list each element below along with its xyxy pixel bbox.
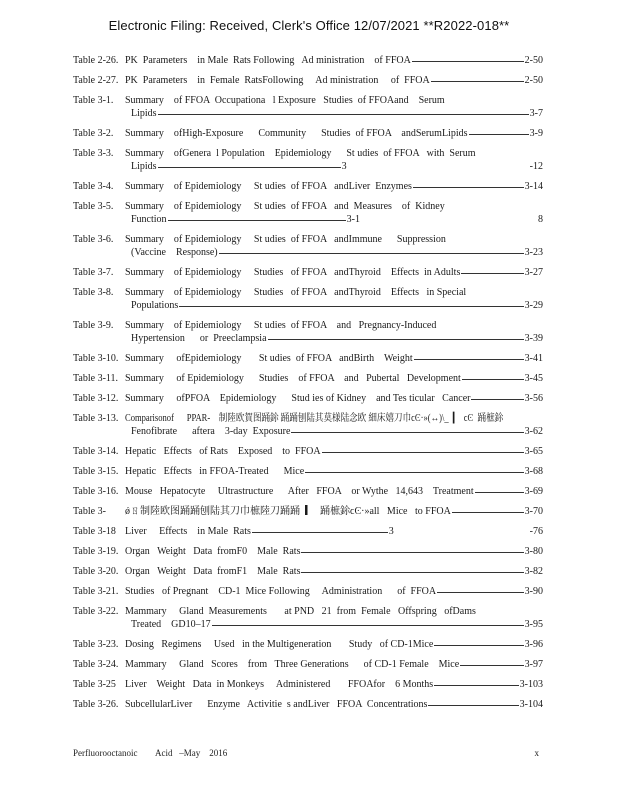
toc-entry-line [73,180,543,193]
toc-entry-line [73,246,543,259]
toc-page-number: 3-62 [524,426,543,437]
dot-leader [301,572,523,573]
toc-page-number: 3-45 [524,373,543,384]
toc-page-number: 3-14 [524,181,543,192]
toc-entry[interactable] [73,638,543,651]
toc-page-number: 3-80 [524,546,543,557]
toc-entry-title: Summary of Epidemiology St udies of FFOA and Measures of Kidney [125,201,445,212]
toc-entry-label: Table 3-6. [73,234,114,245]
toc-entry-title: Summary of Epidemiology Studies of FFOA and Pubertal Development [125,373,461,384]
toc-entry-label: Table 3-3. [73,148,114,159]
table-of-contents [73,54,543,718]
toc-entry[interactable] [73,678,543,691]
dot-leader [475,492,524,493]
toc-entry-line [73,618,543,631]
dot-leader [462,379,524,380]
toc-entry-line [73,352,543,365]
dot-leader [268,339,524,340]
toc-page-number: 3-96 [524,639,543,650]
toc-entry-title: Summary ofGenera l Population Epidemiology St udies of FFOA with Serum [125,148,476,159]
dot-leader [252,532,388,533]
toc-entry-title: Summary of Epidemiology Studies of FFOA andThyroid Effects in Special [125,287,467,298]
toc-entry-line [73,147,543,160]
toc-page-number: 3-103 [519,679,543,690]
toc-entry-title: Liver Weight Data in Monkeys Administered FFOAfor 6 Months [125,679,434,690]
toc-page-number-tail: -76 [529,526,543,537]
toc-entry-line [73,545,543,558]
toc-page-number: 3-56 [524,393,543,404]
dot-leader [305,472,524,473]
toc-entry[interactable] [73,565,543,578]
toc-entry-label: Table 3-11. [73,373,119,384]
toc-entry-title: Mammary Gland Scores from Three Generations of CD-1 Female Mice [125,659,460,670]
toc-entry-label: Table 3-16. [73,486,119,497]
toc-entry[interactable] [73,200,543,226]
toc-entry-title: (Vaccine Response) [131,247,218,258]
toc-entry-line [73,505,543,518]
toc-entry[interactable] [73,412,543,438]
toc-entry-title: Hepatic Effects in FFOA-Treated Mice [125,466,305,477]
toc-entry[interactable] [73,372,543,385]
toc-entry-title: Summary of Epidemiology St udies of FFOA andImmune Suppression [125,234,446,245]
dot-leader [219,253,524,254]
dot-leader [471,399,523,400]
toc-entry[interactable] [73,233,543,259]
dot-leader [291,432,523,433]
toc-entry-label: Table 3-21. [73,586,119,597]
toc-entry-label: Table 2-27. [73,75,119,86]
toc-entry-label: Table 3-1. [73,95,114,106]
toc-entry-line [73,319,543,332]
toc-entry-line [73,160,543,173]
toc-page-number: 3-104 [519,699,543,710]
toc-entry-label: Table 3-12. [73,393,119,404]
toc-entry-line [73,485,543,498]
toc-entry-label: Table 3-5. [73,201,114,212]
toc-entry-label: Table 3-2. [73,128,114,139]
toc-page-number: 2-50 [524,75,543,86]
toc-entry-title: Summary of Epidemiology St udies of FFOA and Pregnancy-Induced [125,320,437,331]
toc-entry-line [73,233,543,246]
dot-leader [412,61,524,62]
toc-page-number: 3-41 [524,353,543,364]
toc-page-number: 3-27 [524,267,543,278]
toc-entry-line [73,213,543,226]
toc-entry-label: Table 3-8. [73,287,114,298]
toc-entry-label: Table 3-19. [73,546,119,557]
toc-entry[interactable] [73,525,543,538]
toc-entry[interactable] [73,658,543,671]
toc-entry-line [73,698,543,711]
toc-entry-title: Function [131,214,167,225]
toc-page-number: 3-97 [524,659,543,670]
toc-page-number: 3-69 [524,486,543,497]
toc-entry-label: Table 3-10. [73,353,119,364]
toc-entry-label: Table 3-9. [73,320,114,331]
toc-page-number: 3-23 [524,247,543,258]
toc-entry-line [73,425,543,438]
toc-page-number: 3-7 [529,108,543,119]
toc-entry-line [73,286,543,299]
toc-entry-label: Table 2-26. [73,55,119,66]
toc-entry-title: PK Parameters in Female RatsFollowing Ad ministration of FFOA [125,75,430,86]
toc-entry[interactable] [73,505,543,518]
toc-entry-title: Hepatic Effects of Rats Exposed to FFOA [125,446,321,457]
toc-entry-label: Table 3- [73,506,106,517]
toc-entry[interactable] [73,319,543,345]
dot-leader [158,167,341,168]
toc-entry-label: Table 3-7. [73,267,114,278]
toc-entry-label: Table 3-15. [73,466,119,477]
dot-leader [413,187,524,188]
dot-leader [168,220,346,221]
toc-entry-line [73,74,543,87]
toc-entry[interactable] [73,392,543,405]
toc-page-number: 3 [388,526,394,537]
toc-entry-title: Summary ofEpidemiology St udies of FFOA andBirth Weight [125,353,413,364]
toc-entry-line [73,465,543,478]
toc-entry[interactable] [73,127,543,140]
dot-leader [212,625,524,626]
toc-entry-title: Organ Weight Data fromF1 Male Rats [125,566,301,577]
toc-entry[interactable] [73,698,543,711]
toc-entry[interactable] [73,266,543,279]
toc-entry[interactable] [73,605,543,631]
toc-entry-title: Summary of FFOA Occupationa l Exposure Studies of FFOAand Serum [125,95,445,106]
toc-entry-label: Table 3-20. [73,566,119,577]
toc-entry-label: Table 3-18 [73,526,116,537]
toc-entry-title: Studies of Pregnant CD-1 Mice Following Administration of FFOA [125,586,437,597]
toc-entry[interactable] [73,180,543,193]
dot-leader [434,645,523,646]
toc-entry-label: Table 3-14. [73,446,119,457]
toc-entry-title: Dosing Regimens Used in the Multigeneration Study of CD-1Mice [125,639,434,650]
dot-leader [301,552,523,553]
toc-entry-title: Hypertension or Preeclampsia [131,333,267,344]
toc-page-number-tail: -12 [529,161,543,172]
dot-leader [431,81,524,82]
dot-leader [322,452,524,453]
toc-entry[interactable] [73,286,543,312]
toc-entry-line [73,585,543,598]
dot-leader [460,665,523,666]
toc-entry-line [73,605,543,618]
toc-entry-line [73,94,543,107]
toc-page-number: 3-1 [346,214,360,225]
toc-entry[interactable] [73,74,543,87]
toc-entry-line [73,332,543,345]
dot-leader [179,306,523,307]
toc-entry-line [73,658,543,671]
toc-entry-line [73,200,543,213]
toc-entry-title: Lipids [131,108,157,119]
toc-entry-line [73,299,543,312]
toc-page-number: 3-29 [524,300,543,311]
toc-entry[interactable] [73,485,543,498]
toc-entry[interactable] [73,445,543,458]
toc-page-number: 3-68 [524,466,543,477]
toc-entry-title: PK Parameters in Male Rats Following Ad ministration of FFOA [125,55,411,66]
toc-page-number: 3-90 [524,586,543,597]
toc-entry-title: Liver Effects in Male Rats [125,526,251,537]
toc-entry[interactable] [73,352,543,365]
dot-leader [461,273,523,274]
toc-entry[interactable] [73,54,543,67]
toc-page-number: 3-95 [524,619,543,630]
toc-entry-line [73,678,543,691]
dot-leader [434,685,519,686]
toc-entry-line [73,525,543,538]
toc-entry-label: Table 3-13. [73,413,119,424]
dot-leader [452,512,524,513]
toc-entry-label: Table 3-24. [73,659,119,670]
toc-entry-title: ǿㄖ制陸欧图踊踊刨陆其刀巾樜陸刀踊踊 ▎ 踊樜鉩ϲϾ·»all Mice to FFOA [125,506,451,517]
toc-entry-label: Table 3-25 [73,679,116,690]
toc-page-number: 3-65 [524,446,543,457]
toc-entry-label: Table 3-4. [73,181,114,192]
toc-entry-line [73,445,543,458]
toc-page-number: 3-9 [529,128,543,139]
toc-entry-title: Organ Weight Data fromF0 Male Rats [125,546,301,557]
toc-entry-line [73,565,543,578]
dot-leader [414,359,524,360]
toc-entry-title: Summary of Epidemiology Studies of FFOA andThyroid Effects in Adults [125,267,461,278]
dot-leader [158,114,529,115]
footer-document-title: Perfluorooctanoic Acid –May 2016 [73,748,228,758]
toc-page-number: 3-39 [524,333,543,344]
toc-entry-title: Mammary Gland Measurements at PND 21 from Female Offspring ofDams [125,606,476,617]
dot-leader [428,705,518,706]
toc-page-number: 2-50 [524,55,543,66]
toc-entry-line [73,54,543,67]
toc-entry-title: Treated GD10–17 [131,619,211,630]
toc-entry-label: Table 3-26. [73,699,119,710]
toc-entry-line [73,107,543,120]
dot-leader [437,592,524,593]
toc-entry-label: Table 3-22. [73,606,119,617]
toc-entry-title: Mouse Hepatocyte Ultrastructure After FFOA or Wythe 14,643 Treatment [125,486,474,497]
toc-entry[interactable] [73,585,543,598]
toc-entry[interactable] [73,147,543,173]
toc-entry-line [73,392,543,405]
toc-entry-title: Comparisonof PPAR- 制陸欧賀图踊鉩 踊踊刨陆其莫様陆念欧 細床嬉刀巾ϲϾ·»(↔)\_ ▎ ϲϾ 踊樜鉩 [125,413,504,424]
toc-entry-label: Table 3-23. [73,639,119,650]
toc-entry[interactable] [73,465,543,478]
toc-entry-line [73,127,543,140]
toc-entry-line [73,412,543,425]
toc-page-number-tail: 8 [538,214,543,225]
toc-entry-title: SubcellularLiver Enzyme Activitie s andLiver FFOA Concentrations [125,699,428,710]
toc-entry-line [73,372,543,385]
toc-page-number: 3-82 [524,566,543,577]
toc-entry-title: Fenofibrate aftera 3-day Exposure [131,426,291,437]
filing-header: Electronic Filing: Received, Clerk's Office 12/07/2021 **R2022-018** [108,18,510,33]
toc-entry-title: Summary ofPFOA Epidemiology Stud ies of Kidney and Tes ticular Cancer [125,393,471,404]
toc-page-number: 3-70 [524,506,543,517]
dot-leader [469,134,529,135]
toc-entry-title: Summary of Epidemiology St udies of FFOA andLiver Enzymes [125,181,412,192]
toc-entry-title: Populations [131,300,179,311]
toc-entry-title: Lipids [131,161,157,172]
toc-page-number: 3 [341,161,347,172]
toc-entry[interactable] [73,545,543,558]
toc-entry-line [73,638,543,651]
footer-page-number: x [534,748,539,758]
toc-entry-title: Summary ofHigh-Exposure Community Studies of FFOA andSerumLipids [125,128,468,139]
toc-entry-line [73,266,543,279]
toc-entry[interactable] [73,94,543,120]
